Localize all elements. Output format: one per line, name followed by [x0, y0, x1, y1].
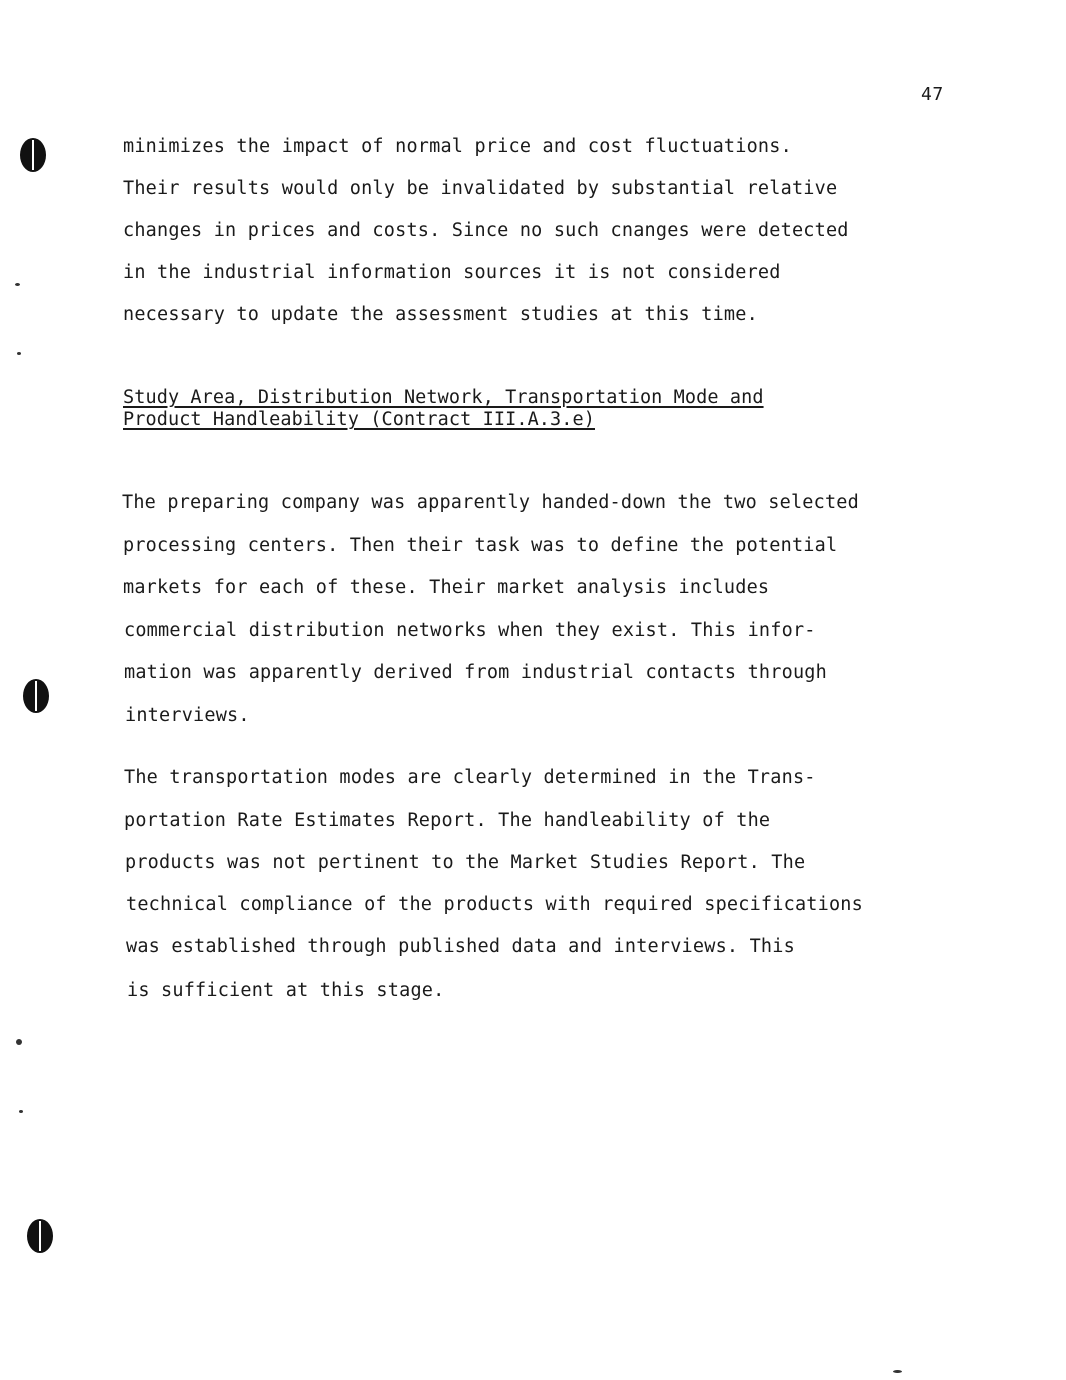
text-line: in the industrial information sources it is not considered	[123, 262, 781, 283]
scan-speck	[893, 1370, 902, 1373]
punch-hole-bottom	[27, 1219, 53, 1253]
page-number: 47	[921, 84, 944, 105]
text-line: commercial distribution networks when they exist. This infor-	[124, 620, 816, 641]
text-line: The preparing company was apparently handed-down the two selected	[122, 492, 859, 513]
scan-speck	[15, 283, 20, 286]
punch-hole-top	[20, 138, 46, 172]
text-line: interviews.	[125, 705, 250, 726]
text-line: was established through published data and interviews. This	[126, 936, 795, 957]
text-line: technical compliance of the products with required specifications	[126, 894, 863, 915]
heading-line: Study Area, Distribution Network, Transportation Mode and	[123, 387, 764, 408]
text-line: changes in prices and costs. Since no such cnanges were detected	[123, 220, 849, 241]
text-line: products was not pertinent to the Market Studies Report. The	[125, 852, 806, 873]
text-line: processing centers. Then their task was to define the potential	[123, 535, 838, 556]
scan-speck	[16, 1039, 22, 1045]
text-line: minimizes the impact of normal price and cost fluctuations.	[123, 136, 792, 157]
text-line: mation was apparently derived from industrial contacts through	[124, 662, 827, 683]
text-line: The transportation modes are clearly determined in the Trans-	[124, 767, 816, 788]
punch-hole-middle	[23, 679, 49, 713]
heading-line: Product Handleability (Contract III.A.3.e)	[123, 409, 595, 430]
text-line: markets for each of these. Their market analysis includes	[123, 577, 770, 598]
text-line: is sufficient at this stage.	[127, 980, 445, 1001]
scan-speck	[17, 352, 21, 355]
text-line: necessary to update the assessment studies at this time.	[123, 304, 758, 325]
text-line: portation Rate Estimates Report. The handleability of the	[124, 810, 771, 831]
scan-speck	[19, 1110, 23, 1113]
text-line: Their results would only be invalidated by substantial relative	[123, 178, 838, 199]
